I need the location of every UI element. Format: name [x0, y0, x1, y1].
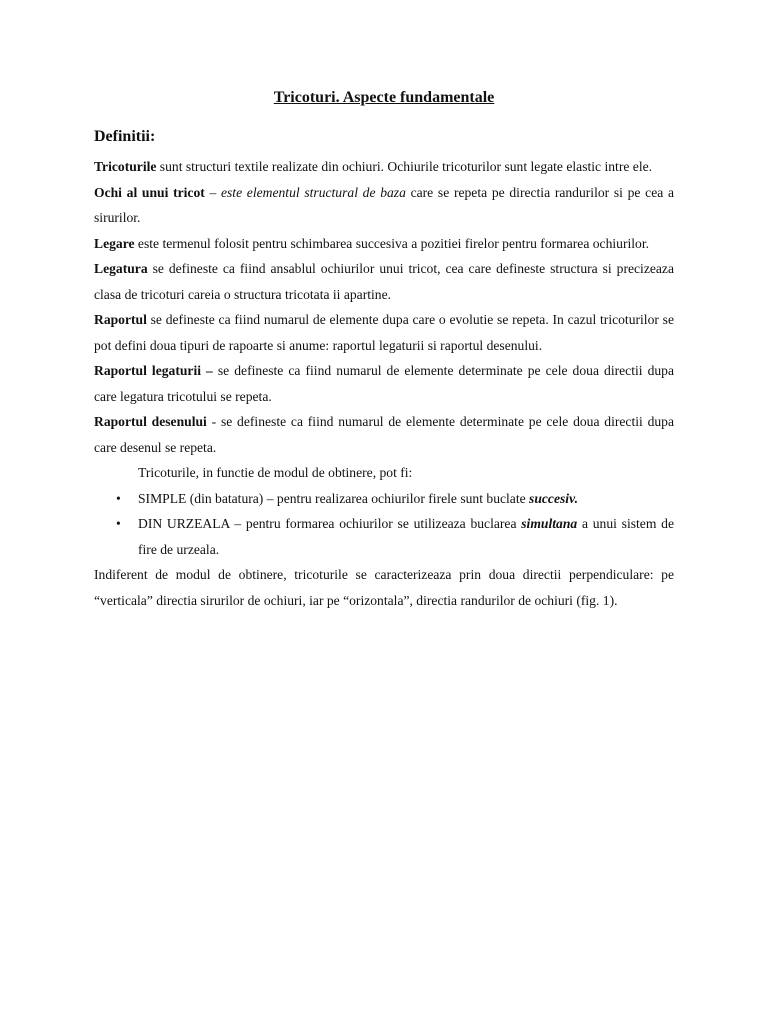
bullet-emphasis: succesiv.: [529, 490, 578, 506]
closing-paragraph: Indiferent de modul de obtinere, tricoturile se caracterizeaza prin doua directii perpendiculare: pe “verticala” directia sirurilor de ochiuri, iar pe “orizontala”, directia randurilor de ochiuri (fig. 1).: [94, 567, 674, 608]
term: Ochi al unui tricot: [94, 184, 205, 200]
definition-text: se defineste ca fiind numarul de elemente dupa care o evolutie se repeta. In cazul tricoturilor se pot defini doua tipuri de rapoarte si anume: raportul legaturii si raportul desenului.: [94, 312, 674, 353]
definition-raportul: [94, 307, 674, 358]
bullet-emphasis: simultana: [521, 516, 578, 531]
bullet-after: a unui sistem de fire de urzeala.: [138, 516, 674, 557]
bullet-icon: •: [116, 490, 121, 506]
definition-text: se defineste ca fiind numarul de elemente determinate pe cele doua directii dupa care legatura tricotului se repeta.: [94, 363, 674, 404]
bullet-list: [94, 486, 674, 563]
bullet-icon: •: [116, 516, 121, 531]
term: Legatura: [94, 261, 148, 276]
term: Raportul: [94, 312, 147, 327]
definition-text: este termenul folosit pentru schimbarea succesiva a pozitiei firelor pentru formarea ochiurilor.: [134, 235, 650, 251]
term: Raportul legaturii –: [94, 363, 213, 378]
list-item: [94, 511, 674, 562]
term: Raportul desenului: [94, 414, 207, 429]
term: Legare: [94, 235, 135, 251]
definition-ochi: [94, 180, 674, 231]
definition-raportul-desenului: [94, 409, 674, 460]
section-heading: Definitii:: [94, 128, 156, 145]
intro-classification: Tricoturile, in functie de modul de obtinere, pot fi:: [138, 465, 413, 480]
dash: –: [204, 184, 221, 200]
definition-text: sunt structuri textile realizate din ochiuri. Ochiurile tricoturilor sunt legate elastic intre ele.: [156, 159, 653, 174]
list-item: [94, 486, 674, 512]
definition-tricoturile: [94, 154, 674, 180]
definition-text: - se defineste ca fiind numarul de elemente determinate pe cele doua directii dupa care desenul se repeta.: [94, 414, 675, 455]
definition-text: care se repeta pe directia randurilor si pe cea a sirurilor.: [94, 184, 675, 225]
definition-raportul-legaturii: [94, 358, 674, 409]
definition-text: se defineste ca fiind ansablul ochiurilor unui tricot, cea care defineste structura si precizeaza clasa de tricoturi careia o structura tricotata ii apartine.: [94, 261, 674, 302]
term: Tricoturile: [94, 159, 157, 174]
definition-legare: [94, 231, 674, 257]
document-title: Tricoturi. Aspecte fundamentale: [273, 89, 495, 106]
definition-legatura: [94, 256, 674, 307]
italic-text: este elementul structural de baza: [220, 184, 406, 200]
document-page: [94, 86, 674, 613]
bullet-text: SIMPLE (din batatura) – pentru realizarea ochiurilor firele sunt buclate: [138, 490, 530, 506]
bullet-text: DIN URZEALA – pentru formarea ochiurilor se utilizeaza buclarea: [138, 516, 522, 531]
